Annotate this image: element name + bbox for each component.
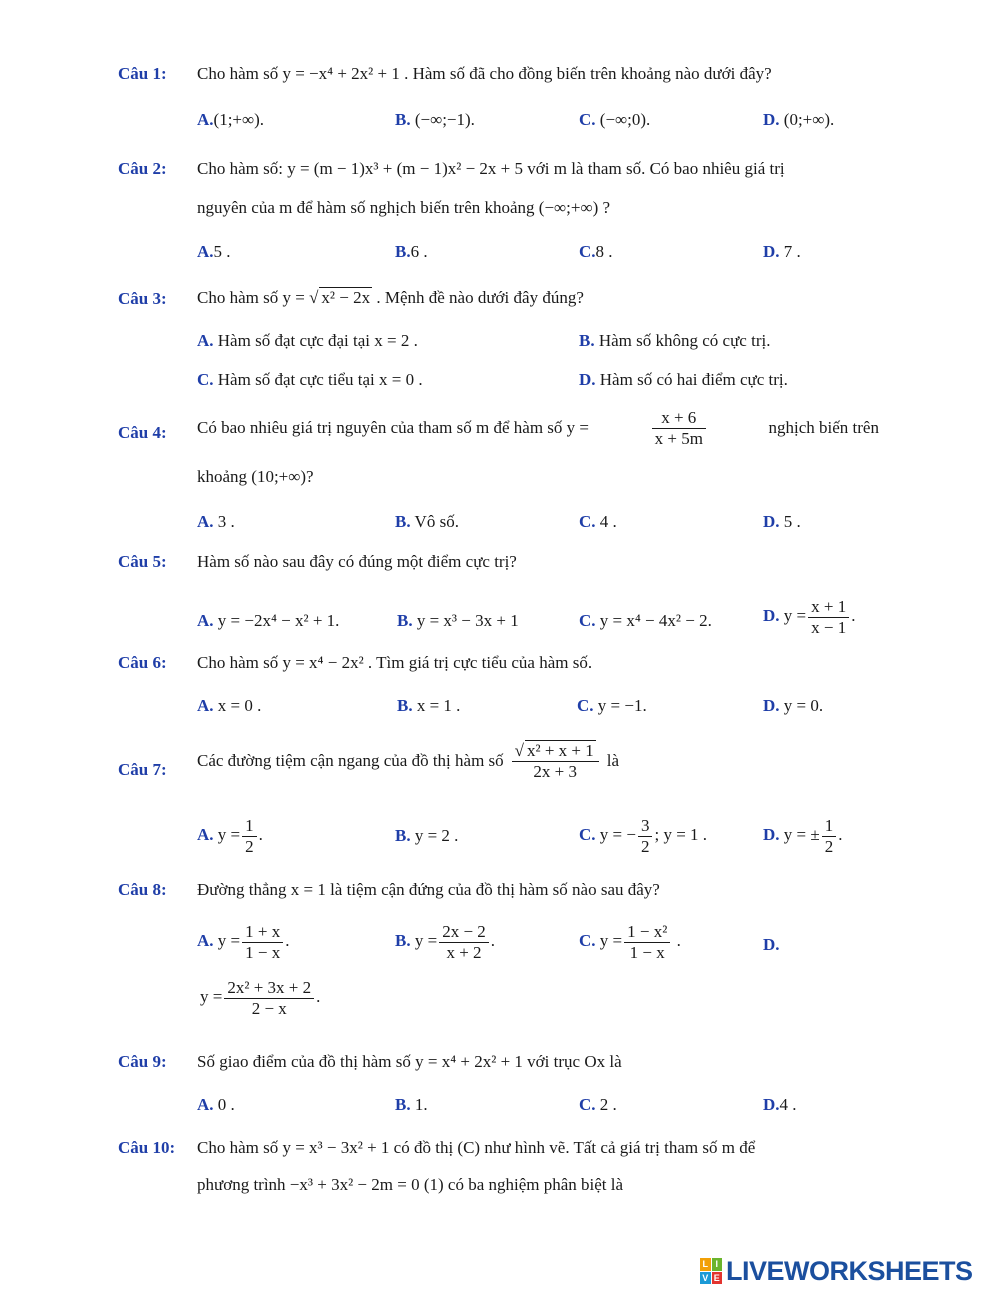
fraction — [638, 816, 653, 856]
answer-pre: y = — [200, 986, 223, 1006]
question-10-label: Câu 10: — [118, 1138, 176, 1157]
answer-text: (1;+∞). — [213, 110, 265, 129]
question-5-answer-d[interactable] — [763, 597, 855, 637]
answer-text: y = x⁴ − 4x² − 2. — [599, 611, 712, 630]
fraction-numerator: 2x − 2 — [439, 922, 489, 943]
answer-letter: A. — [197, 1095, 214, 1114]
answer-letter: D. — [763, 242, 780, 261]
question-4-answer-b[interactable] — [395, 512, 459, 532]
fraction — [512, 740, 599, 781]
answer-text: y = −2x⁴ − x² + 1. — [217, 611, 340, 630]
answer-letter: C. — [579, 611, 596, 630]
question-7-answer-c[interactable] — [579, 816, 707, 856]
answer-letter: A. — [197, 696, 214, 715]
answer-text: 6 . — [410, 242, 428, 261]
answer-tail: . — [838, 824, 843, 844]
answer-text: Hàm số không có cực trị. — [598, 331, 771, 350]
question-2-text-line1: Cho hàm số: y = (m − 1)x³ + (m − 1)x² − 2x + 5 với m là tham số. Có bao nhiêu giá trị — [197, 159, 785, 178]
answer-text: (−∞;0). — [599, 110, 651, 129]
answer-text: Hàm số đạt cực đại tại x = 2 . — [217, 331, 418, 350]
fraction-denominator: x − 1 — [811, 617, 847, 637]
question-4-answer-a[interactable] — [197, 512, 235, 532]
question-7-answer-b[interactable] — [395, 826, 458, 846]
question-9-label: Câu 9: — [118, 1052, 167, 1071]
question-3-answer-c[interactable] — [197, 370, 423, 390]
question-1-answer-c[interactable] — [579, 110, 650, 130]
question-2-answer-b[interactable] — [395, 242, 428, 262]
fraction-denominator: x + 2 — [446, 942, 482, 962]
answer-tail: . — [285, 930, 290, 950]
question-8-text: Đường thẳng x = 1 là tiệm cận đứng của đồ thị hàm số nào sau đây? — [197, 880, 660, 899]
answer-text: x = 1 . — [416, 696, 461, 715]
logo-text: LIVEWORKSHEETS — [726, 1255, 973, 1286]
fraction — [822, 816, 837, 856]
question-8-answer-c[interactable] — [579, 922, 681, 962]
question-4-answer-d[interactable] — [763, 512, 801, 532]
fraction-numerator: 3 — [638, 816, 653, 837]
question-4-text-line1 — [197, 408, 879, 448]
answer-letter: B. — [395, 1095, 411, 1114]
fraction-numerator: 2x² + 3x + 2 — [224, 978, 314, 999]
answer-letter: A. — [197, 512, 214, 531]
question-3-answer-a[interactable] — [197, 331, 418, 351]
answer-text: y = — [783, 605, 807, 625]
logo-block-icon: V — [700, 1272, 711, 1285]
answer-letter: A. — [197, 824, 214, 844]
fraction-denominator: 2 — [640, 836, 650, 856]
fraction-denominator: 2 − x — [251, 998, 287, 1018]
answer-tail: . — [851, 605, 856, 625]
answer-pre: y = — [599, 930, 623, 950]
answer-letter: A. — [197, 930, 214, 950]
question-6-answer-b[interactable] — [397, 696, 460, 716]
answer-letter: B. — [397, 611, 413, 630]
answer-letter: D. — [763, 935, 780, 954]
fraction — [624, 922, 670, 962]
answer-letter: B. — [397, 696, 413, 715]
answer-letter: D. — [763, 512, 780, 531]
answer-text: (−∞;−1). — [414, 110, 475, 129]
answer-pre: y = — [217, 930, 241, 950]
answer-text: 7 . — [783, 242, 801, 261]
answer-letter: A. — [197, 242, 214, 261]
fraction-numerator: √ x² + x + 1 — [512, 740, 599, 762]
fraction — [439, 922, 489, 962]
answer-tail: . — [490, 930, 496, 950]
answer-pre: y = − — [599, 824, 636, 844]
question-8-label: Câu 8: — [118, 880, 167, 899]
question-10-text-line1: Cho hàm số y = x³ − 3x² + 1 có đồ thị (C) như hình vẽ. Tất cả giá trị tham số m để — [197, 1138, 756, 1157]
question-7-text-pre: Các đường tiệm cận ngang của đồ thị hàm số — [197, 750, 504, 770]
question-9-answer-a[interactable] — [197, 1095, 235, 1115]
question-7-label: Câu 7: — [118, 760, 167, 779]
question-10-text-line2: phương trình −x³ + 3x² − 2m = 0 (1) có ba nghiệm phân biệt là — [197, 1175, 624, 1194]
question-3-answer-d[interactable] — [579, 370, 788, 390]
question-5-answer-a[interactable] — [197, 611, 339, 631]
answer-letter: A. — [197, 611, 214, 630]
fraction-numerator: x + 6 — [652, 408, 706, 429]
question-6-answer-c[interactable] — [577, 696, 647, 716]
fraction-denominator: 2 — [245, 836, 254, 856]
question-8-answer-a[interactable] — [197, 922, 289, 962]
answer-pre: y = — [414, 930, 438, 950]
fraction-denominator: 2x + 3 — [533, 761, 578, 781]
question-7-answer-a[interactable] — [197, 816, 263, 856]
question-6-answer-d[interactable] — [763, 696, 823, 716]
answer-text: y = 0. — [783, 696, 824, 715]
question-3-label: Câu 3: — [118, 289, 167, 308]
answer-letter: C. — [579, 242, 596, 261]
question-4-text-line2: khoảng (10;+∞)? — [197, 467, 314, 486]
fraction-denominator: x + 5m — [654, 428, 703, 448]
question-9-answer-d[interactable] — [763, 1095, 797, 1115]
answer-letter: D. — [763, 605, 780, 625]
sqrt-expression: x² + x + 1 — [527, 741, 594, 760]
question-7-answer-d[interactable] — [763, 816, 842, 856]
question-7-text-post: là — [606, 750, 620, 770]
question-3-text: Cho hàm số y = √ x² − 2x . Mệnh đề nào dưới đây đúng? — [197, 288, 584, 307]
answer-letter: C. — [579, 824, 596, 844]
answer-letter: D. — [763, 110, 780, 129]
question-3-answer-b[interactable] — [579, 331, 770, 351]
answer-tail: . — [316, 986, 321, 1006]
question-6-label: Câu 6: — [118, 653, 167, 672]
question-5-text: Hàm số nào sau đây có đúng một điểm cực trị? — [197, 552, 517, 571]
answer-letter: D. — [763, 1095, 780, 1114]
fraction-numerator: x + 1 — [808, 597, 849, 618]
question-8-answer-d[interactable] — [200, 978, 320, 1018]
fraction — [242, 922, 283, 962]
fraction-numerator: 1 − x² — [624, 922, 670, 943]
liveworksheets-logo-icon — [700, 1258, 722, 1284]
answer-text: 4 . — [779, 1095, 797, 1114]
question-1-answer-d[interactable] — [763, 110, 834, 130]
question-9-text: Số giao điểm của đồ thị hàm số y = x⁴ + 2x² + 1 với trục Ox là — [197, 1052, 622, 1071]
fraction — [808, 597, 849, 637]
answer-letter: D. — [579, 370, 596, 389]
answer-pre: y = 2 . — [414, 826, 459, 845]
answer-text: Hàm số có hai điểm cực trị. — [599, 370, 788, 389]
fraction-denominator: 1 − x — [629, 942, 665, 962]
answer-text: 5 . — [213, 242, 231, 261]
answer-text: (0;+∞). — [783, 110, 835, 129]
fraction-denominator: 2 — [824, 836, 834, 856]
answer-letter: C. — [197, 370, 214, 389]
answer-letter: C. — [579, 1095, 596, 1114]
fraction-numerator: 1 — [242, 816, 257, 837]
answer-tail: . — [258, 824, 263, 844]
answer-text: 8 . — [595, 242, 613, 261]
answer-letter: C. — [579, 930, 596, 950]
question-3-text-post: . Mệnh đề nào dưới đây đúng? — [372, 288, 584, 307]
answer-text: Hàm số đạt cực tiểu tại x = 0 . — [217, 370, 423, 389]
question-5-label: Câu 5: — [118, 552, 167, 571]
fraction-numerator: 1 — [822, 816, 837, 837]
question-5-answer-b[interactable] — [397, 611, 519, 631]
answer-text: y = −1. — [597, 696, 647, 715]
fraction-denominator: 1 − x — [245, 942, 281, 962]
fraction-numerator: 1 + x — [242, 922, 283, 943]
answer-letter: C. — [577, 696, 594, 715]
answer-letter: B. — [395, 512, 411, 531]
question-6-text: Cho hàm số y = x⁴ − 2x² . Tìm giá trị cực tiểu của hàm số. — [197, 653, 593, 672]
question-2-answer-d[interactable] — [763, 242, 801, 262]
question-1-answer-a[interactable] — [197, 110, 264, 130]
answer-text: 4 . — [599, 512, 617, 531]
answer-text: 3 . — [217, 512, 235, 531]
question-9-answer-b[interactable] — [395, 1095, 428, 1115]
liveworksheets-logo[interactable] — [700, 1254, 973, 1288]
answer-letter: B. — [395, 826, 411, 845]
question-1-text: Cho hàm số y = −x⁴ + 2x² + 1 . Hàm số đã cho đồng biến trên khoảng nào dưới đây? — [197, 64, 772, 83]
question-2-label: Câu 2: — [118, 159, 167, 178]
question-8-answer-b[interactable] — [395, 922, 495, 962]
question-7-text — [197, 740, 619, 781]
question-4-label: Câu 4: — [118, 423, 167, 442]
sqrt-expression: x² − 2x — [321, 288, 371, 307]
answer-letter: B. — [395, 930, 411, 950]
answer-text: 2 . — [599, 1095, 617, 1114]
logo-block-icon: I — [712, 1258, 723, 1271]
answer-tail: . — [672, 930, 681, 950]
answer-text: Vô số. — [414, 512, 459, 531]
answer-pre: y = — [217, 824, 241, 844]
answer-letter: D. — [763, 696, 780, 715]
answer-text: x = 0 . — [217, 696, 262, 715]
logo-block-icon: E — [712, 1272, 723, 1285]
answer-text: 1. — [414, 1095, 428, 1114]
question-2-answer-a[interactable] — [197, 242, 231, 262]
answer-pre: y = ± — [783, 824, 820, 844]
answer-letter: C. — [579, 110, 596, 129]
question-2-text-line2: nguyên của m để hàm số nghịch biến trên khoảng (−∞;+∞) ? — [197, 198, 611, 217]
fraction — [224, 978, 314, 1018]
question-3-text-pre: Cho hàm số y = — [197, 288, 310, 307]
question-6-answer-a[interactable] — [197, 696, 261, 716]
fraction — [242, 816, 257, 856]
answer-letter: B. — [579, 331, 595, 350]
answer-text: 5 . — [783, 512, 801, 531]
answer-letter: C. — [579, 512, 596, 531]
answer-letter: D. — [763, 824, 780, 844]
question-4-answer-c[interactable] — [579, 512, 617, 532]
answer-letter: A. — [197, 110, 214, 129]
question-1-answer-b[interactable] — [395, 110, 475, 130]
answer-text: y = x³ − 3x + 1 — [416, 611, 519, 630]
question-2-answer-c[interactable] — [579, 242, 613, 262]
answer-text: 0 . — [217, 1095, 235, 1114]
question-4-text-post: nghịch biến trên — [768, 418, 879, 438]
fraction — [652, 408, 706, 448]
answer-letter: B. — [395, 242, 411, 261]
answer-letter: B. — [395, 110, 411, 129]
question-9-answer-c[interactable] — [579, 1095, 617, 1115]
question-8-answer-d-letter[interactable] — [763, 935, 780, 955]
question-5-answer-c[interactable] — [579, 611, 712, 631]
question-1-label: Câu 1: — [118, 64, 167, 83]
answer-letter: A. — [197, 331, 214, 350]
logo-block-icon: L — [700, 1258, 711, 1271]
answer-tail: ; y = 1 . — [654, 824, 708, 844]
question-4-text-pre: Có bao nhiêu giá trị nguyên của tham số m để hàm số y = — [197, 418, 590, 438]
